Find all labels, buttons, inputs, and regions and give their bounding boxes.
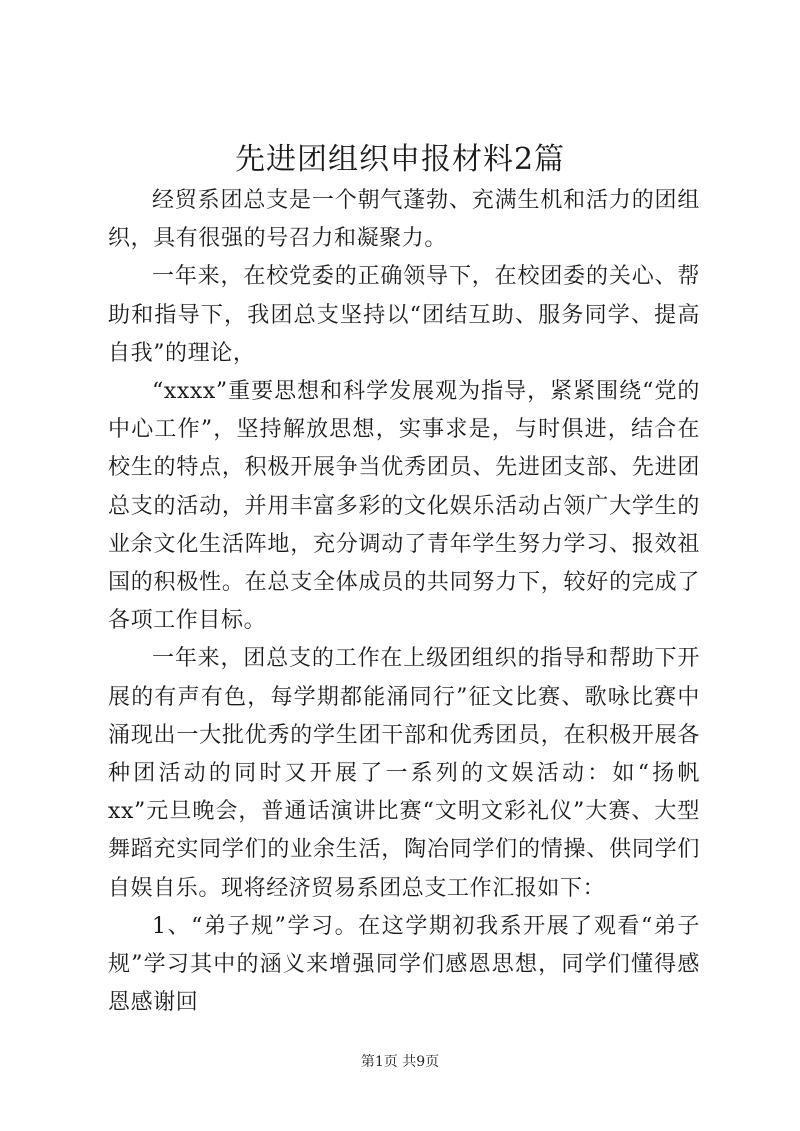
page-footer: 第1页 共9页 (360, 1054, 440, 1070)
paragraph-1: 经贸系团总支是一个朝气蓬勃、充满生机和活力的团组织，具有很强的号召力和凝聚力。 (108, 188, 700, 252)
paragraph-4: 一年来，团总支的工作在上级团组织的指导和帮助下开展的有声有色，每学期都能涌同行”征文比赛、歌咏比赛中涌现出一大批优秀的学生团干部和优秀团员，在积极开展各种团活动的同时又开展了一系列的文娱活动：如“扬帆xx”元旦晚会，普通话演讲比赛“文明文彩礼仪”大赛、大型舞蹈充实同学们的业余生活，陶冶同学们的情操、供同学们自娱自乐。现将经济贸易系团总支工作汇报如下： (108, 646, 700, 901)
paragraph-5: 1、“弟子规”学习。在这学期初我系开展了观看“弟子规”学习其中的涵义来增强同学们感恩思想，同学们懂得感恩感谢回 (108, 913, 700, 1016)
paragraph-2: 一年来，在校党委的正确领导下，在校团委的关心、帮助和指导下，我团总支坚持以“团结互助、服务同学、提高自我”的理论， (108, 264, 700, 366)
document-body (108, 182, 700, 1022)
document-title: 先进团组织申报材料2篇 (234, 142, 566, 177)
paragraph-3: “xxxx”重要思想和科学发展观为指导，紧紧围绕“党的中心工作”，坚持解放思想，实事求是，与时俱进，结合在校生的特点，积极开展争当优秀团员、先进团支部、先进团总支的活动，并用丰富多彩的文化娱乐活动占领广大学生的业余文化生活阵地，充分调动了青年学生努力学习、报效祖国的积极性。在总支全体成员的共同努力下，较好的完成了各项工作目标。 (108, 379, 700, 634)
